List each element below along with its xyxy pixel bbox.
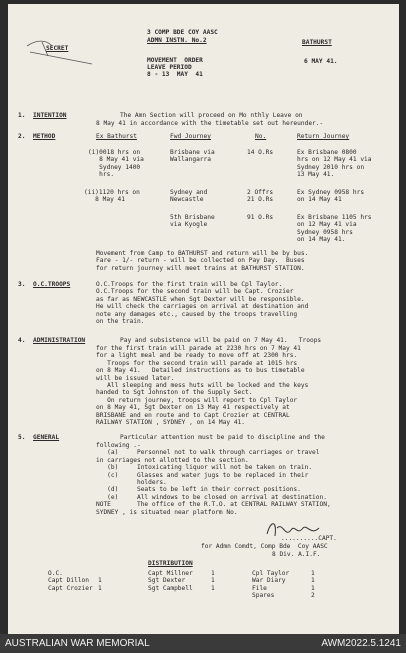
distribution-copies: 1 bbox=[211, 577, 215, 585]
row2-forward: Sydney and Newcastle bbox=[170, 189, 208, 204]
unit-line-1: 3 COMP BDE COY AASC bbox=[147, 29, 218, 36]
row1-forward: Brisbane via Wallangarra bbox=[170, 149, 215, 164]
signature-div: 8 Div. A.I.F. bbox=[272, 551, 321, 558]
distribution-copies: 2 bbox=[311, 592, 315, 600]
distribution-name: Spares bbox=[252, 592, 275, 600]
distribution-name: Capt Dillon bbox=[48, 577, 89, 585]
s4-heading: ADMINISTRATION bbox=[33, 337, 86, 344]
distribution-copies: 1 bbox=[311, 570, 315, 577]
s1-number: 1. bbox=[18, 112, 26, 119]
distribution-copies: 1 bbox=[311, 577, 315, 585]
footer-accession: AWM2022.5.1241 bbox=[321, 638, 401, 649]
col-no: No. bbox=[255, 133, 267, 140]
unit-line-2: ADMN INSTN. No.2 bbox=[147, 37, 207, 44]
s3-number: 3. bbox=[18, 281, 26, 288]
distribution-copies: 1 bbox=[98, 577, 102, 585]
distribution-copies: 1 bbox=[311, 584, 315, 592]
title-movement: MOVEMENT ORDER bbox=[147, 57, 203, 64]
s2-heading: METHOD bbox=[33, 133, 56, 140]
title-leave: LEAVE PERIOD bbox=[147, 64, 192, 71]
col-return-journey: Return Journey bbox=[297, 133, 350, 140]
s1-line: 8 May 41 in accordance with the timetable set out hereunder.- bbox=[96, 120, 324, 127]
secret-label: SECRET bbox=[46, 45, 69, 52]
distribution-name: Capt Crozier bbox=[48, 584, 93, 592]
s4-body: for the first train will parade at 2230 hrs on 7 May 41 for a light meal and be ready to move off at 2300 hrs. Troops for the second train will parade at 1015 hrs on 8 May 41. Detailed instructions as to bus timetable will be issued later. All sleeping and mess huts will be locked and the keys handed to Sgt Johnston of the Supply Sect. On return journey, troops will report to Cpl Taylor on 8 May 41, Sgt Dexter on 13 May 41 respectively at BRISBANE and en route and to Capt Crozier at CENTRAL RAILWAY STATION , SYDNEY , on 14 May 41. bbox=[96, 345, 309, 427]
distribution-name: Sgt Dexter bbox=[148, 577, 186, 585]
s3-body: O.C.Troops for the first train will be Cpl Taylor. O.C.Troops for the second train will be Capt. Crozier as far as NEWCASTLE when Sgt Dexter will be responsible. He will check the carriages on arrival at destination and note any damages etc., caused by the troops travelling on the train. bbox=[96, 281, 309, 326]
row1-return: Ex Brisbane 0800 hrs on 12 May 41 via Sydney 2010 hrs on 13 May 41. bbox=[297, 149, 372, 179]
distribution-copies: 1 bbox=[211, 584, 215, 592]
distribution-name: Sgt Campbell bbox=[148, 584, 193, 592]
s1-heading: INTENTION bbox=[33, 112, 67, 119]
footer-credit: AUSTRALIAN WAR MEMORIAL bbox=[5, 638, 150, 649]
distribution-name: Capt Millner bbox=[148, 570, 193, 577]
s3-heading: O.C.TROOPS bbox=[33, 281, 71, 288]
s5-heading: GENERAL bbox=[33, 434, 60, 441]
row2-return: Ex Sydney 0958 hrs on 14 May 41 bbox=[297, 189, 365, 204]
row1-number: 14 O.Rs bbox=[247, 149, 274, 156]
s2-bus-note: Movement from Camp to BATHURST and return will be by bus. Fare - 1/- return - will be collected on Pay Day. Buses for return journey will meet trains at BATHURST STATION. bbox=[96, 250, 309, 272]
signature-for: for Admn Comdt, Comp Bde Coy AASC bbox=[201, 543, 328, 550]
signature-rank: ..........CAPT. bbox=[281, 535, 337, 542]
s4-first-line: Pay and subsistence will be paid on 7 May 41. Troops bbox=[120, 337, 322, 344]
distribution-name: File bbox=[252, 584, 267, 592]
location: BATHURST bbox=[302, 39, 332, 46]
s2-number: 2. bbox=[18, 133, 26, 140]
distribution-name: Cpl Taylor bbox=[252, 570, 290, 577]
order-date: 6 MAY 41. bbox=[304, 58, 338, 65]
s4-number: 4. bbox=[18, 337, 26, 344]
row2-departure: (ii)1120 hrs on 8 May 41 bbox=[84, 189, 140, 204]
distribution-name: War Diary bbox=[252, 577, 286, 585]
distribution-copies: 1 bbox=[211, 570, 215, 577]
col-ex-bathurst: Ex Bathurst bbox=[96, 133, 137, 140]
s5-body: following .- (a) Personnel not to walk through carriages or travel in carriages not allotted to the section. (b) Intoxicating liquor will not be taken on train. (c) Glasses and water jugs to be replaced in their holders. (d) Seats to be left in their correct positions. (e) All windows to be closed on arrival at destination. NOTE The office of the R.T.O. at CENTRAL RAILWAY STATION, SYDNEY , is situated near platform No. bbox=[96, 442, 331, 516]
s5-number: 5. bbox=[18, 434, 26, 441]
row2-number: 2 Offrs 21 O.Rs bbox=[247, 189, 274, 204]
footer-bar bbox=[0, 634, 406, 653]
row1-departure: (i)0018 hrs on 8 May 41 via Sydney 1400 hrs. bbox=[88, 149, 144, 179]
row3-forward: 5th Brisbane via Kyogle bbox=[170, 214, 215, 229]
s5-first-line: Particular attention must be paid to discipline and the bbox=[120, 434, 325, 441]
document-page bbox=[8, 4, 399, 634]
title-dates: 8 - 13 MAY 41 bbox=[147, 71, 203, 78]
col-fwd-journey: Fwd Journey bbox=[170, 133, 211, 140]
distribution-copies: 1 bbox=[98, 584, 102, 592]
distribution-heading: DISTRIBUTION bbox=[148, 560, 193, 567]
s1-line: The Amn Section will proceed on Mo nthly Leave on bbox=[120, 112, 303, 119]
row3-return: Ex Brisbane 1105 hrs on 12 May 41 via Sydney 0958 hrs on 14 May 41. bbox=[297, 214, 372, 244]
row3-number: 91 O.Rs bbox=[247, 214, 274, 221]
handwritten-mark-icon bbox=[22, 34, 102, 74]
distribution-name: O.C. bbox=[48, 570, 63, 577]
